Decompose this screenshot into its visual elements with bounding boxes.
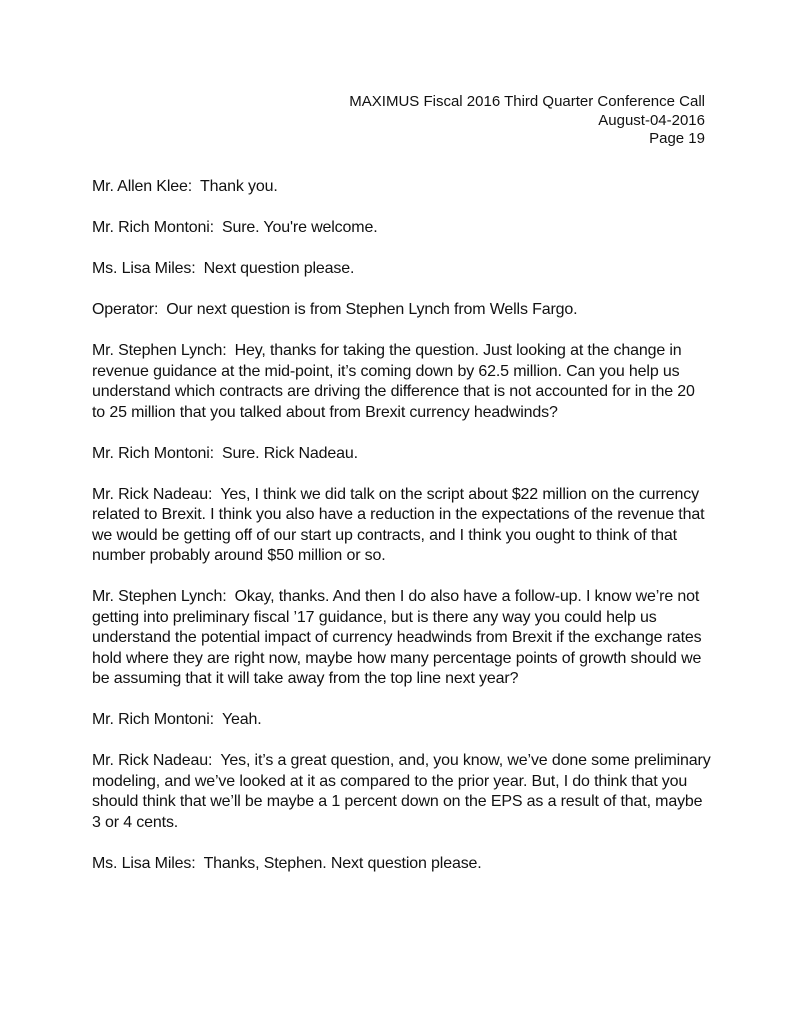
document-title: MAXIMUS Fiscal 2016 Third Quarter Conference Call	[349, 93, 705, 110]
speaker-name: Mr. Rich Montoni:	[92, 444, 214, 462]
transcript-paragraph	[92, 751, 712, 833]
speaker-name: Ms. Lisa Miles:	[92, 260, 196, 277]
speaker-name: Mr. Rich Montoni:	[92, 219, 214, 236]
transcript-paragraph	[92, 444, 712, 465]
transcript-paragraph	[92, 259, 712, 280]
page-number: Page 19	[649, 130, 705, 147]
transcript-paragraph	[92, 341, 712, 423]
speech-text: Hey, thanks for taking the question. Just looking at the change in revenue guidance at the mid-point, it’s coming down by 62.5 million. Can you help us understand which contracts are driving the difference that is not accounted for in the 20 to 25 million that you talked about from Brexit currency headwinds?	[92, 342, 695, 421]
transcript-paragraph	[92, 300, 712, 321]
speaker-name: Operator:	[92, 301, 159, 318]
speaker-name: Mr. Rich Montoni:	[92, 711, 214, 728]
speech-text: Yes, it’s a great question, and, you know, we’ve done some preliminary modeling, and we’ve looked at it as compared to the prior year. But, I do think that you should think that we’ll be maybe a 1 percent down on the EPS as a result of that, maybe 3 or 4 cents.	[92, 752, 711, 831]
speech-text: Our next question is from Stephen Lynch from Wells Fargo.	[166, 301, 578, 318]
speaker-name: Mr. Stephen Lynch:	[92, 588, 227, 605]
speaker-name: Mr. Allen Klee:	[92, 178, 193, 195]
transcript-body	[92, 177, 712, 895]
speech-text: Next question please.	[203, 260, 355, 277]
transcript-paragraph	[92, 485, 712, 567]
speech-text: Sure. You're welcome.	[221, 219, 378, 236]
transcript-paragraph	[92, 587, 712, 690]
transcript-paragraph	[92, 854, 712, 875]
transcript-paragraph	[92, 177, 712, 198]
speaker-name: Mr. Rick Nadeau:	[92, 485, 213, 503]
page-header	[349, 93, 705, 149]
speaker-name: Mr. Stephen Lynch:	[92, 342, 227, 359]
transcript-paragraph	[92, 218, 712, 239]
transcript-paragraph	[92, 710, 712, 731]
speech-text: Yes, I think we did talk on the script about $22 million on the currency related to Brexit. I think you also have a reduction in the expectations of the revenue that we would be getting off of our start up contracts, and I think you ought to think of that number probably around $50 million or so.	[92, 485, 705, 564]
document-date: August-04-2016	[598, 111, 705, 129]
speaker-name: Mr. Rick Nadeau:	[92, 752, 213, 769]
speech-text: Yeah.	[221, 711, 262, 728]
speech-text: Thanks, Stephen. Next question please.	[203, 854, 482, 872]
speech-text: Thank you.	[200, 178, 278, 195]
speech-text: Sure. Rick Nadeau.	[221, 444, 358, 462]
speech-text: Okay, thanks. And then I do also have a follow-up. I know we’re not getting into preliminary fiscal ’17 guidance, but is there any way you could help us understand the potential impact of currency headwinds from Brexit if the exchange rates hold where they are right now, maybe how many percentage points of growth should we be assuming that it will take away from the top line next year?	[92, 588, 702, 687]
speaker-name: Ms. Lisa Miles:	[92, 854, 196, 872]
